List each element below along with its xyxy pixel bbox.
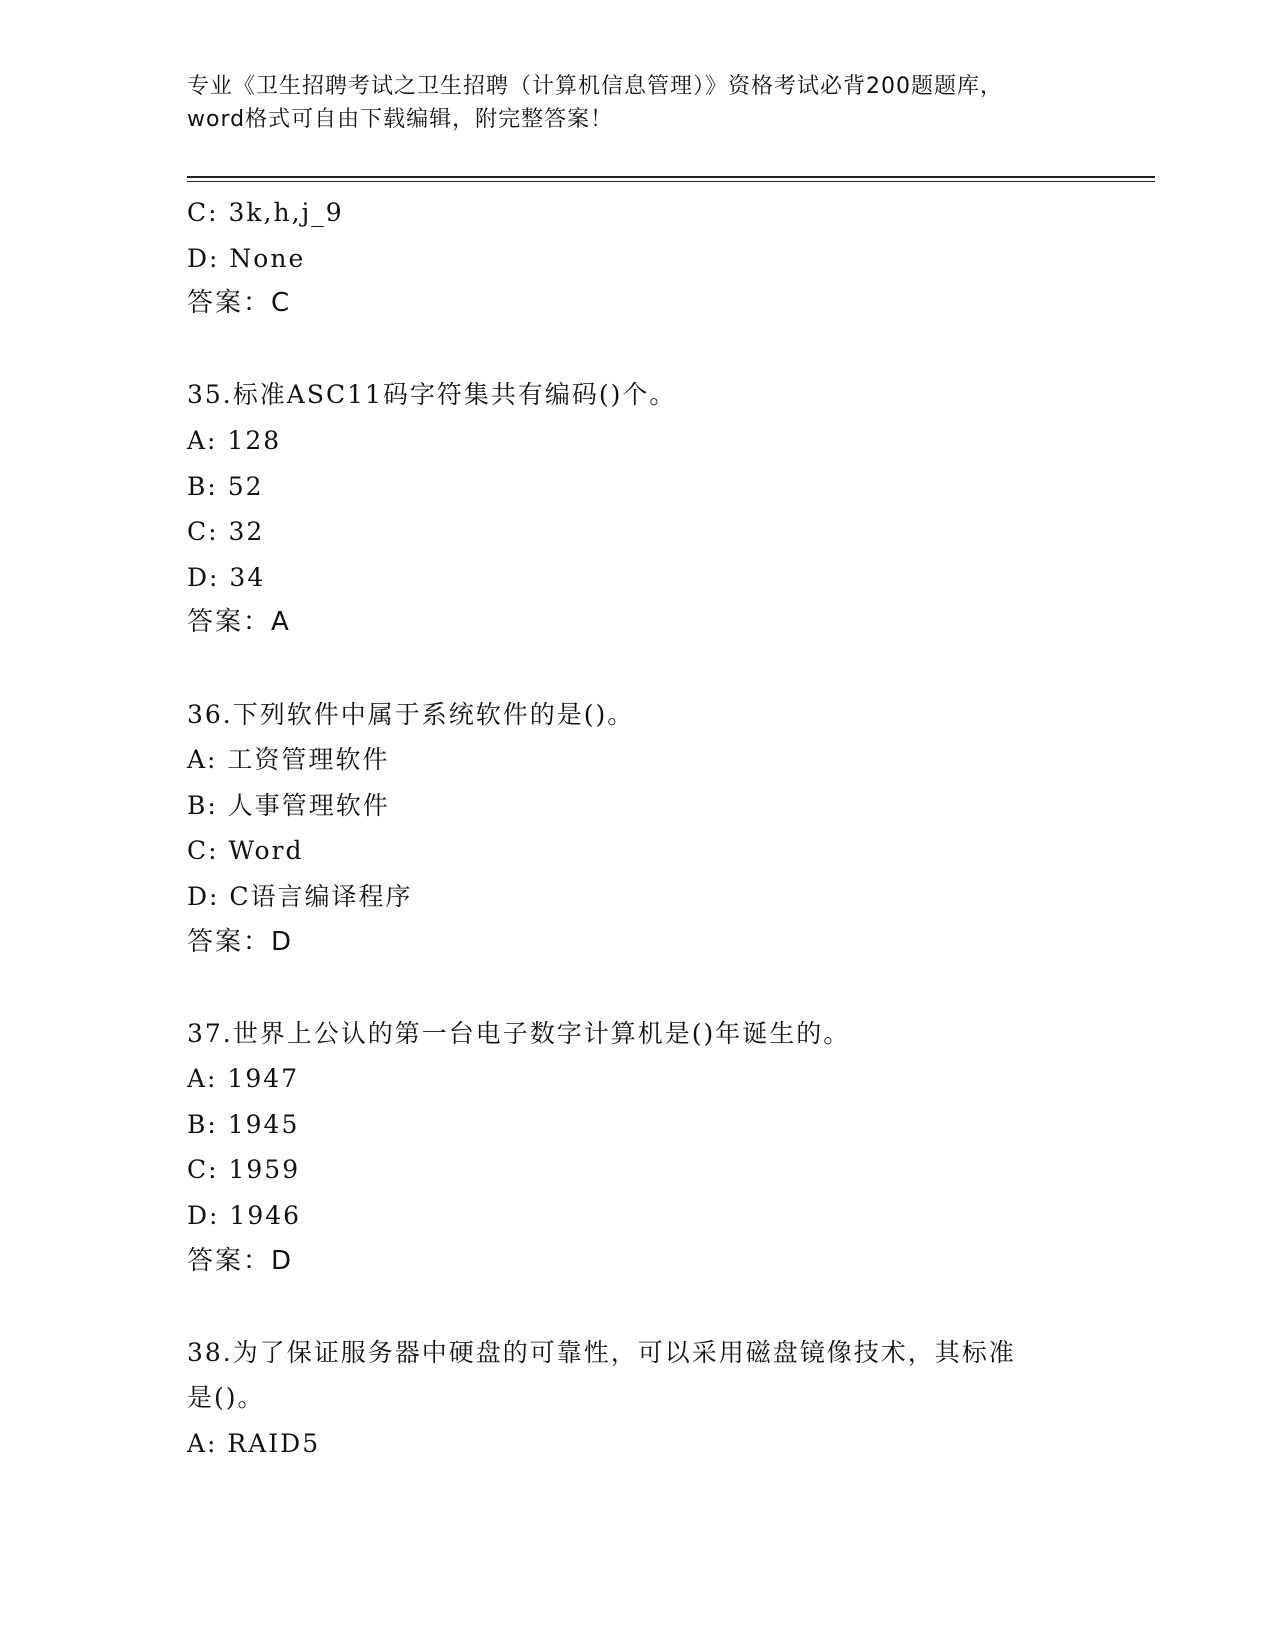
option-c: C: Word <box>187 836 304 866</box>
option-a: A: 1947 <box>187 1064 300 1094</box>
answer-label: 答案：C <box>187 288 292 319</box>
question-text-line-1: 38.为了保证服务器中硬盘的可靠性，可以采用磁盘镜像技术，其标准 <box>187 1337 1016 1367</box>
option-a: A: RAID5 <box>187 1429 321 1459</box>
option-b: B: 1945 <box>187 1109 300 1139</box>
question-35 <box>187 372 1087 646</box>
question-text: 37.世界上公认的第一台电子数字计算机是()年诞生的。 <box>187 1018 851 1048</box>
answer-label: 答案：A <box>187 607 291 638</box>
document-header <box>187 70 1087 136</box>
question-list <box>187 190 1087 1467</box>
question-text-line-2: 是()。 <box>187 1383 265 1413</box>
header-line-2: word格式可自由下载编辑，附完整答案！ <box>187 107 614 132</box>
option-c: C: 1959 <box>187 1155 301 1185</box>
question-text: 35.标准ASC11码字符集共有编码()个。 <box>187 380 677 410</box>
option-d: D: 1946 <box>187 1201 302 1231</box>
option-a: A: 工资管理软件 <box>187 745 390 775</box>
option-d: D: 34 <box>187 562 266 592</box>
question-34-continued <box>187 190 1087 327</box>
answer-label: 答案：D <box>187 926 294 957</box>
option-c: C: 3k,h,j_9 <box>187 198 344 227</box>
option-d: D: C语言编译程序 <box>187 881 413 911</box>
option-a: A: 128 <box>187 425 282 455</box>
option-c: C: 32 <box>187 517 265 547</box>
header-divider-thin <box>187 181 1155 182</box>
header-line-1: 专业《卫生招聘考试之卫生招聘（计算机信息管理）》资格考试必背200题题库， <box>187 74 1003 99</box>
answer-label: 答案：D <box>187 1245 294 1276</box>
question-text: 36.下列软件中属于系统软件的是()。 <box>187 699 635 729</box>
question-36 <box>187 692 1087 966</box>
option-b: B: 52 <box>187 471 264 501</box>
option-d: D: None <box>187 243 306 273</box>
option-b: B: 人事管理软件 <box>187 790 390 820</box>
header-divider-thick <box>187 176 1155 178</box>
question-38 <box>187 1330 1087 1467</box>
question-37 <box>187 1011 1087 1285</box>
